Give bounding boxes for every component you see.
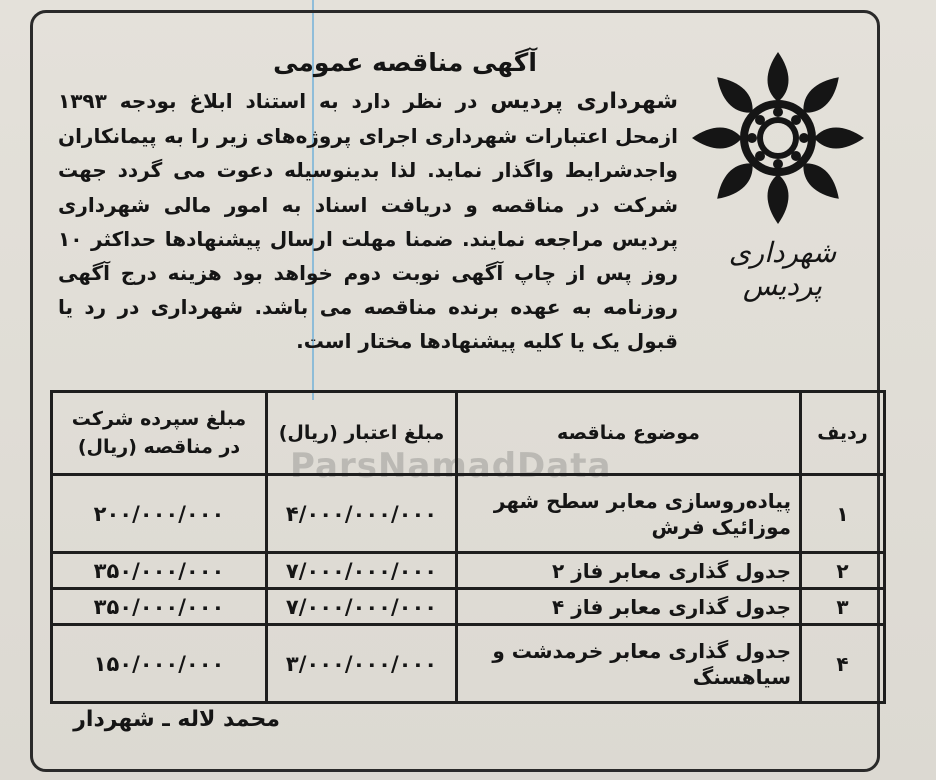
row-subject: پیاده‌روسازی معابر سطح شهر موزائیک فرش [457,475,801,553]
logo-caption: شهرداری پردیس [728,236,837,302]
header-subject: موضوع مناقصه [457,392,801,475]
watermark: ParsNamadData [290,446,612,486]
table-row [52,589,885,625]
organization-name: شهرداری پردیس [490,89,679,114]
notice-body-text: در نظر دارد به استناد ابلاغ بودجه ۱۳۹۳ ازمحل اعتبارات شهرداری اجرای پروژه‌های زیر را به پیمانکاران واجدشرایط واگذار نماید. لذا بدینوسیله دعوت می گردد جهت شرکت در مناقصه و دریافت اسناد به امور مالی شهرداری پردیس مراجعه نمایند. ضمنا مهلت ارسال پیشنهادها حداکثر ۱۰ روز پس از چاپ آگهی نوبت دوم خواهد بود هزینه درج آگهی روزنامه به عهده برنده مناقصه می باشد. شهرداری در رد یا قبول یک یا کلیه پیشنهادها مختار است. [58,89,678,354]
mayor-signature: محمد لاله ـ شهردار [73,707,280,732]
row-number: ۴ [801,625,885,703]
row-deposit: ۱۵۰/۰۰۰/۰۰۰ [52,625,267,703]
row-credit: ۴/۰۰۰/۰۰۰/۰۰۰ [267,475,457,553]
row-number: ۳ [801,589,885,625]
row-credit: ۳/۰۰۰/۰۰۰/۰۰۰ [267,625,457,703]
notice-title: آگهی مناقصه عمومی [273,48,537,77]
header-deposit: مبلغ سپرده شرکت در مناقصه (ریال) [52,392,267,475]
pardis-municipality-logo-icon [690,40,865,240]
tender-table [50,390,886,704]
table-row [52,553,885,589]
table-row [52,625,885,703]
row-deposit: ۲۰۰/۰۰۰/۰۰۰ [52,475,267,553]
row-subject: جدول گذاری معابر فاز ۲ [457,553,801,589]
header-credit: مبلغ اعتبار (ریال) [267,392,457,475]
header-row-number: ردیف [801,392,885,475]
row-deposit: ۳۵۰/۰۰۰/۰۰۰ [52,589,267,625]
table-row [52,475,885,553]
row-credit: ۷/۰۰۰/۰۰۰/۰۰۰ [267,553,457,589]
row-number: ۲ [801,553,885,589]
row-deposit: ۳۵۰/۰۰۰/۰۰۰ [52,553,267,589]
notice-body [58,84,678,359]
logo-petals [692,52,864,224]
table-header-row [52,392,885,475]
row-number: ۱ [801,475,885,553]
row-subject: جدول گذاری معابر خرمدشت و سیاهسنگ [457,625,801,703]
row-subject: جدول گذاری معابر فاز ۴ [457,589,801,625]
row-credit: ۷/۰۰۰/۰۰۰/۰۰۰ [267,589,457,625]
